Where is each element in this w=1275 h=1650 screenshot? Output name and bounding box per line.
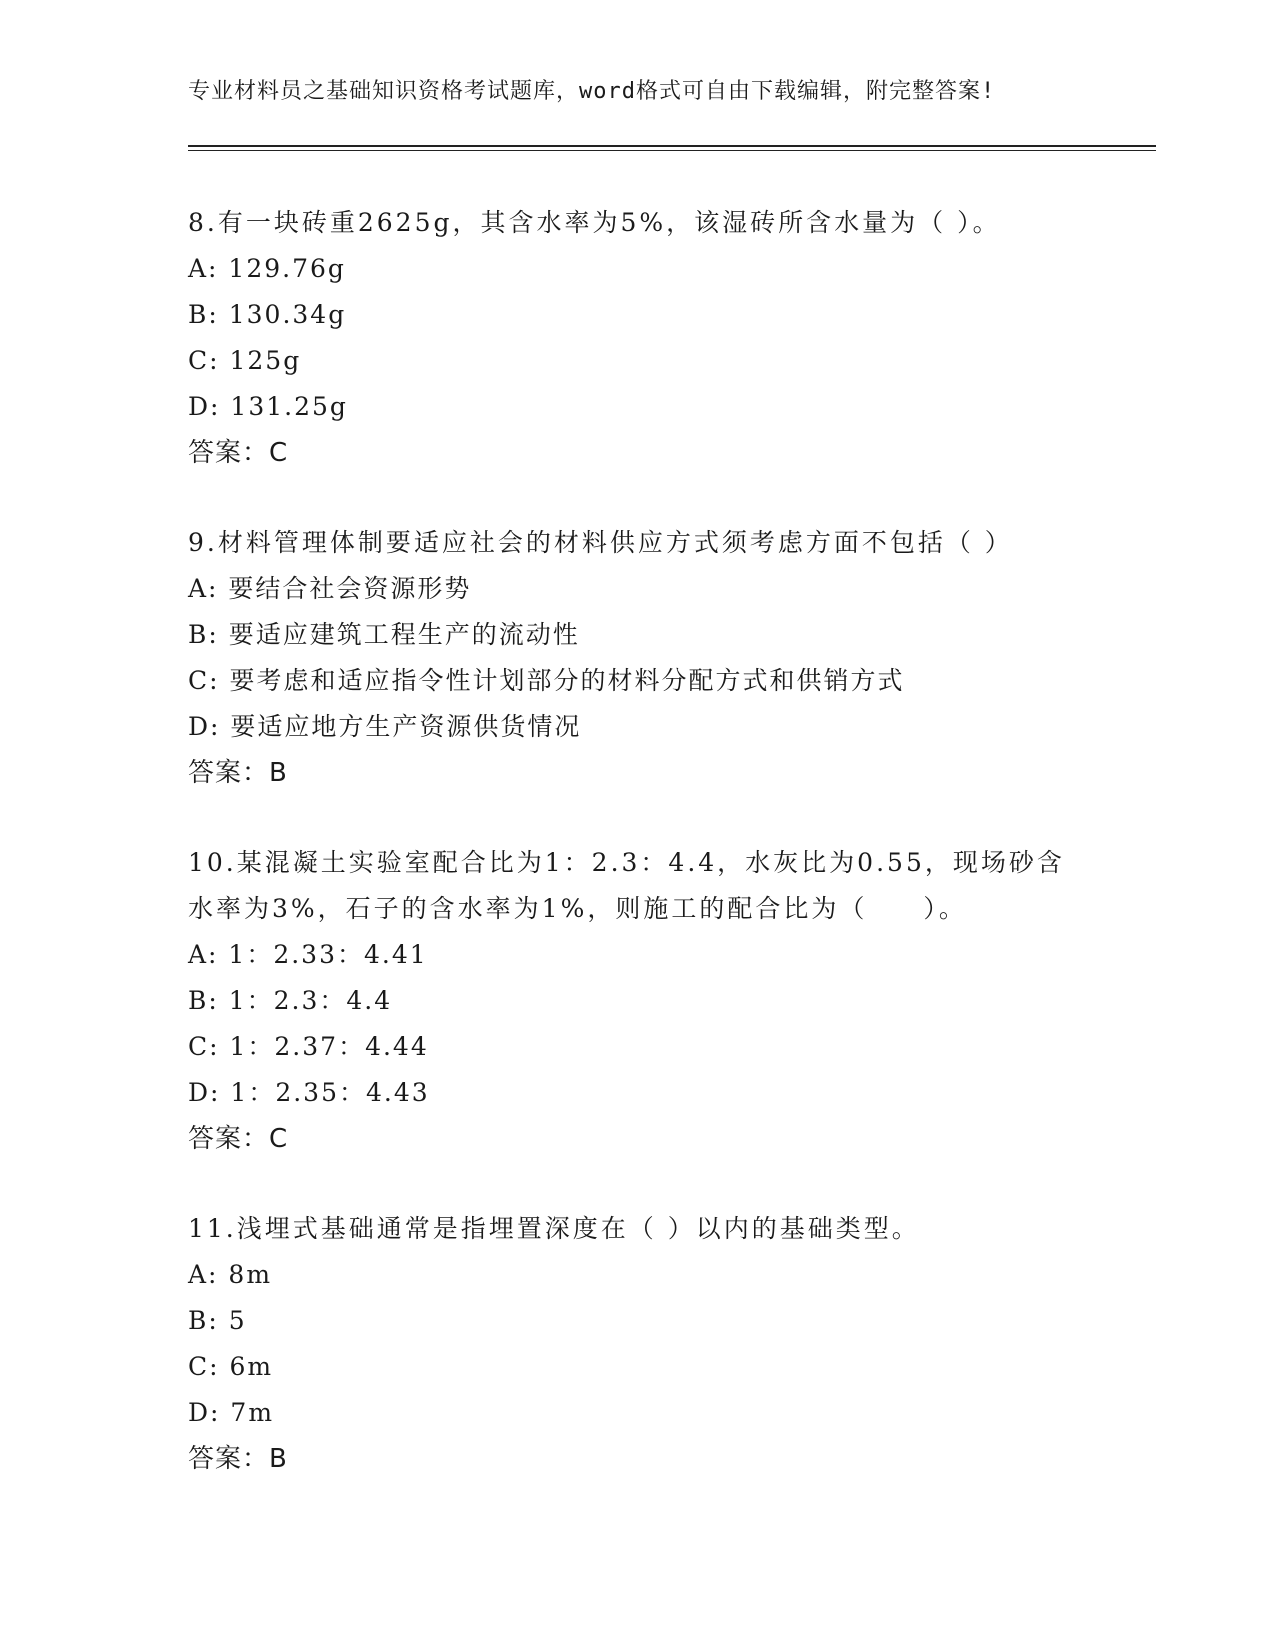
answer-line: 答案：B [188, 1444, 288, 1474]
header-divider [188, 145, 1156, 151]
question-9 [188, 520, 1088, 796]
option-a: A: 129.76g [188, 254, 346, 283]
question-list [188, 200, 1088, 1526]
question-stem: 10.某混凝土实验室配合比为1：2.3：4.4，水灰比为0.55，现场砂含水率为3%，石子的含水率为1%，则施工的配合比为（ ）。 [188, 848, 1065, 923]
answer-line: 答案：C [188, 1124, 289, 1154]
option-d: D: 7m [188, 1398, 275, 1427]
question-stem: 9.材料管理体制要适应社会的材料供应方式须考虑方面不包括（ ） [188, 528, 1013, 557]
option-a: A: 1：2.33：4.41 [188, 940, 428, 969]
option-a: A: 要结合社会资源形势 [188, 574, 472, 603]
answer-line: 答案：B [188, 758, 288, 788]
option-c: C: 1：2.37：4.44 [188, 1032, 429, 1061]
answer-line: 答案：C [188, 438, 289, 468]
option-d: D: 1：2.35：4.43 [188, 1078, 430, 1107]
option-c: C: 要考虑和适应指令性计划部分的材料分配方式和供销方式 [188, 666, 905, 695]
question-8 [188, 200, 1088, 476]
option-c: C: 6m [188, 1352, 274, 1381]
option-b: B: 1：2.3：4.4 [188, 986, 393, 1015]
option-c: C: 125g [188, 346, 302, 375]
option-b: B: 5 [188, 1306, 247, 1335]
option-d: D: 131.25g [188, 392, 348, 421]
option-d: D: 要适应地方生产资源供货情况 [188, 712, 582, 741]
option-b: B: 要适应建筑工程生产的流动性 [188, 620, 580, 649]
option-b: B: 130.34g [188, 300, 347, 329]
question-11 [188, 1206, 1088, 1482]
question-stem: 8.有一块砖重2625g，其含水率为5%，该湿砖所含水量为（ ）。 [188, 208, 1001, 237]
question-10 [188, 840, 1088, 1162]
page-header-text: 专业材料员之基础知识资格考试题库，word格式可自由下载编辑，附完整答案! [188, 79, 996, 104]
option-a: A: 8m [188, 1260, 273, 1289]
question-stem: 11.浅埋式基础通常是指埋置深度在（ ）以内的基础类型。 [188, 1214, 920, 1243]
